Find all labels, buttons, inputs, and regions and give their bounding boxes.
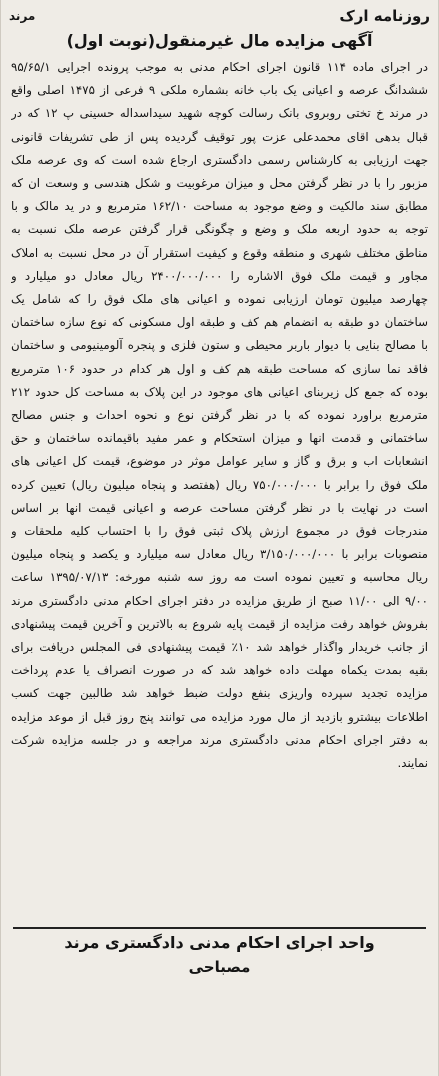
newspaper-name: روزنامه ارک <box>339 7 430 25</box>
notice-title: آگهی مزایده مال غیرمنقول(نوبت اول) <box>66 31 373 50</box>
notice-body: در اجرای ماده ۱۱۴ قانون اجرای احکام مدنی به موجب پرونده اجرایی ۹۵/۶۵/۱ ششدانگ عرصه و اعیانی یک باب خانه بشماره ملکی ۹ فرعی از ۱۴۷۵ اصلی واقع در مرند خ تختی روبروی بانک رسالت کوچه شهید سیداسداله حسینی پ ۱۲ که در قبال بدهی اقای محمدعلی عزت پور توقیف گردیده پس از طی تشریفات قانونی جهت ارزیابی به کارشناس رسمی دادگستری ارجاع شده است که وی عرصه ملک مزبور را با در نظر گرفتن محل و میزان مرغوبیت و شکل هندسی و وسعت ان که مطابق سند مالکیت و وضع موجود به مساحت ۱۶۲/۱۰ مترمربع و در ید مالک و با توجه به حدود اربعه ملک و وضع و چگونگی قرار گرفتن عرصه ملک نسبت به مناطق مختلف شهری و منطقه وقوع و کیفیت استقرار آن در محل نسبت به املاک مجاور و قیمت ملک فوق الاشاره را ۲۴۰۰/۰۰۰/۰۰۰ ریال معادل دو میلیارد و چهارصد میلیون تومان ارزیابی نموده و اعیانی های ملک فوق را که شامل یک ساختمان دو طبقه به انضمام هم کف و طبقه اول مسکونی که نوع سازه ساختمان با مصالح بنایی با دیوار باربر محیطی و ستون فلزی و پنجره آلومینیومی و ساختمان فاقد نما سازی که مساحت طبقه هم کف و اول هر کدام در حدود ۱۰۶ مترمربع بوده که جمع کل زیربنای اعیانی های موجود در این پلاک به مساحت کل حدود ۲۱۲ مترمربع براورد نموده که با در نظر گرفتن نوع و نحوه احداث و جنس مصالح ساختمانی و قدمت انها و میزان استحکام و عمر مفید باقیمانده ساختمان و حق انشعابات اب و برق و گاز و سایر عوامل موثر در موضوع، قیمت کل اعیانی های ملک فوق را برابر با ۷۵۰/۰۰۰/۰۰۰ ریال (هفتصد و پنجاه میلیون ریال) تعیین کرده است در نهایت با در نظر گرفتن مساحت عرصه و اعیانی قیمت انها بر اساس مندرجات فوق در مجموع ارزش پلاک ثبتی فوق را با احتساب کلیه ملحقات و منصوبات برابر با ۳/۱۵۰/۰۰۰/۰۰۰ ریال معادل سه میلیارد و یکصد و پنجاه میلیون ریال محاسبه و تعیین نموده است مه روز سه شنبه مورخه: ۱۳۹۵/۰۷/۱۳ ساعت ۹/۰۰ الی ۱۱/۰۰ صبح از طریق مزایده در دفتر اجرای احکام مدنی دادگستری مرند بفروش خواهد رفت مزایده از قیمت پایه شروع به بالاترین و آخرین قیمت پیشنهادی از جانب خریدار واگذار خواهد شد ۱۰٪ قیمت پیشنهادی فی المجلس دریافت برای بقیه بمدت یکماه مهلت داده خواهد شد که در صورت انصراف یا عدم پرداخت مزایده تجدید سپرده واریزی بنفع دولت ضبط خواهد شد طالبین جهت کسب اطلاعات بیشترو بازدید از مال مورد مزایده می توانند پنج روز قبل از موعد مزایده به دفتر اجرای احکام مدنی دادگستری مرند مراجعه و در جلسه مزایده شرکت نمایند. <box>11 60 428 771</box>
city-name: مرند <box>9 9 36 23</box>
signature-name: مصباحی <box>188 958 251 976</box>
masthead <box>9 4 430 28</box>
blank-area <box>1 990 438 1076</box>
signature-unit: واحد اجرای احکام مدنی دادگستری مرند <box>64 933 375 952</box>
signature-block <box>9 931 430 979</box>
divider <box>13 927 426 929</box>
